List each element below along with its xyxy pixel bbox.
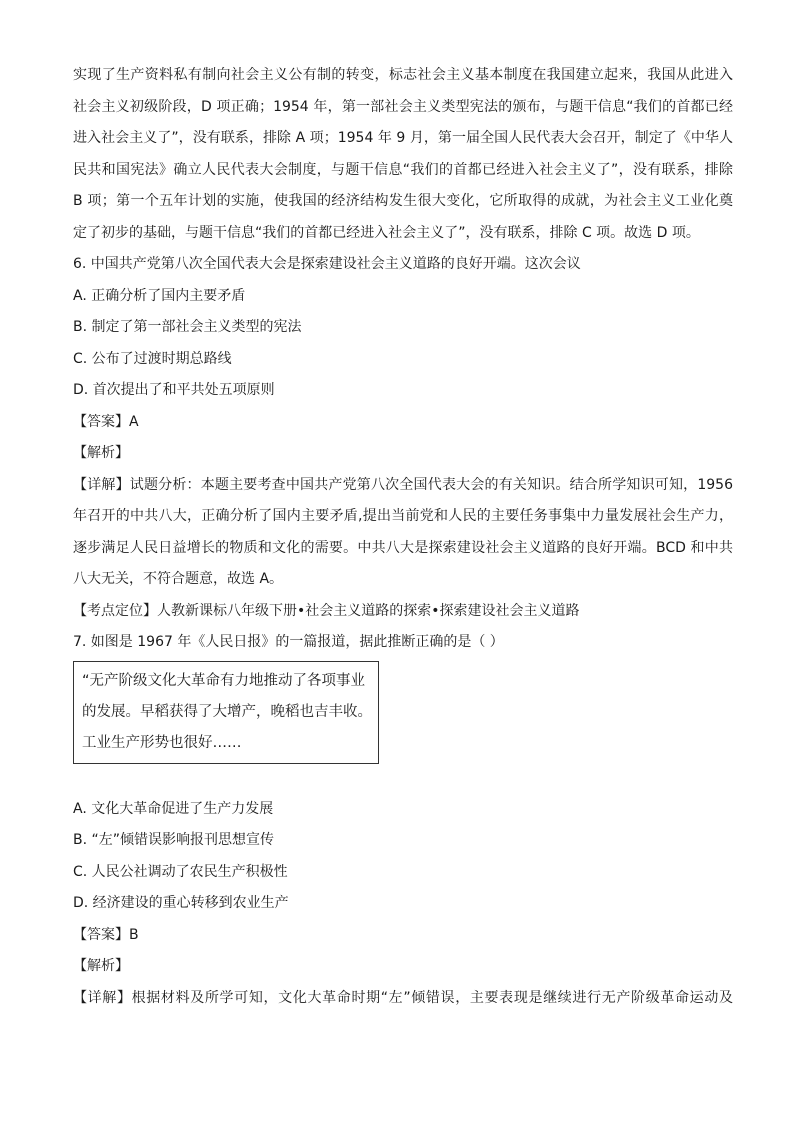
option-a: A. 文化大革命促进了生产力发展 [73, 800, 274, 817]
option-a: A. 正确分析了国内主要矛盾 [73, 287, 246, 304]
kaodian-line: 【考点定位】人教新课标八年级下册•社会主义道路的探索•探索建设社会主义道路 [73, 602, 580, 619]
text-line: B 项；第一个五年计划的实施，使我国的经济结构发生很大变化，它所取得的成就，为社会主义工业化奠 [73, 193, 733, 209]
text-line: 实现了生产资料私有制向社会主义公有制的转变，标志社会主义基本制度在我国建立起来，我国从此进入 [73, 67, 733, 83]
previous-explanation [73, 60, 733, 249]
question-stem: 7. 如图是 1967 年《人民日报》的一篇报道，据此推断正确的是（ ） [73, 634, 504, 650]
quote-line: 工业生产形势也很好…… [82, 734, 242, 751]
option-b: B. “左”倾错误影响报刊思想宣传 [73, 832, 275, 848]
option-d: D. 经济建设的重心转移到农业生产 [73, 895, 289, 911]
detail-line: 逐步满足人民日益增长的物质和文化的需要。中共八大是探索建设社会主义道路的良好开端。BCD 和中共 [73, 539, 733, 556]
question-stem: 6. 中国共产党第八次全国代表大会是探索建设社会主义道路的良好开端。这次会议 [73, 256, 581, 272]
option-c: C. 公布了过渡时期总路线 [73, 350, 232, 367]
detail-line: 【详解】根据材料及所学可知，文化大革命时期“左”倾错误，主要表现是继续进行无产阶级革命运动及 [73, 989, 733, 1006]
text-line: 进入社会主义了”，没有联系，排除 A 项；1954 年 9 月，第一届全国人民代表大会召开，制定了《中华人 [73, 130, 733, 146]
newspaper-quote-box [73, 661, 379, 764]
option-c: C. 人民公社调动了农民生产积极性 [73, 863, 288, 880]
detail-line: 【详解】试题分析：本题主要考查中国共产党第八次全国代表大会的有关知识。结合所学知识可知，1956 [73, 476, 733, 493]
option-b: B. 制定了第一部社会主义类型的宪法 [73, 319, 302, 335]
quote-line: 的发展。早稻获得了大增产，晚稻也吉丰收。 [82, 703, 372, 720]
detail-line: 八大无关，不符合题意，故选 A。 [73, 571, 284, 587]
document-page [73, 60, 733, 1014]
analysis-label: 【解析】 [73, 445, 129, 461]
quote-line: “无产阶级文化大革命有力地推动了各项事业 [82, 672, 366, 689]
text-line: 民共和国宪法》确立人民代表大会制度，与题干信息“我们的首都已经进入社会主义了”，没有联系，排除 [73, 161, 733, 178]
question-7 [73, 627, 733, 1014]
answer-label: 【答案】A [73, 413, 139, 430]
question-6 [73, 249, 733, 627]
text-line: 定了初步的基础，与题干信息“我们的首都已经进入社会主义了”，没有联系，排除 C 项。故选 D 项。 [73, 224, 700, 241]
text-line: 社会主义初级阶段，D 项正确；1954 年，第一部社会主义类型宪法的颁布，与题干信息“我们的首都已经 [73, 98, 733, 115]
answer-label: 【答案】B [73, 926, 139, 943]
option-d: D. 首次提出了和平共处五项原则 [73, 382, 275, 398]
detail-line: 年召开的中共八大，正确分析了国内主要矛盾,提出当前党和人民的主要任务事集中力量发展社会生产力， [73, 508, 733, 524]
analysis-label: 【解析】 [73, 958, 129, 974]
spacer [73, 764, 733, 794]
